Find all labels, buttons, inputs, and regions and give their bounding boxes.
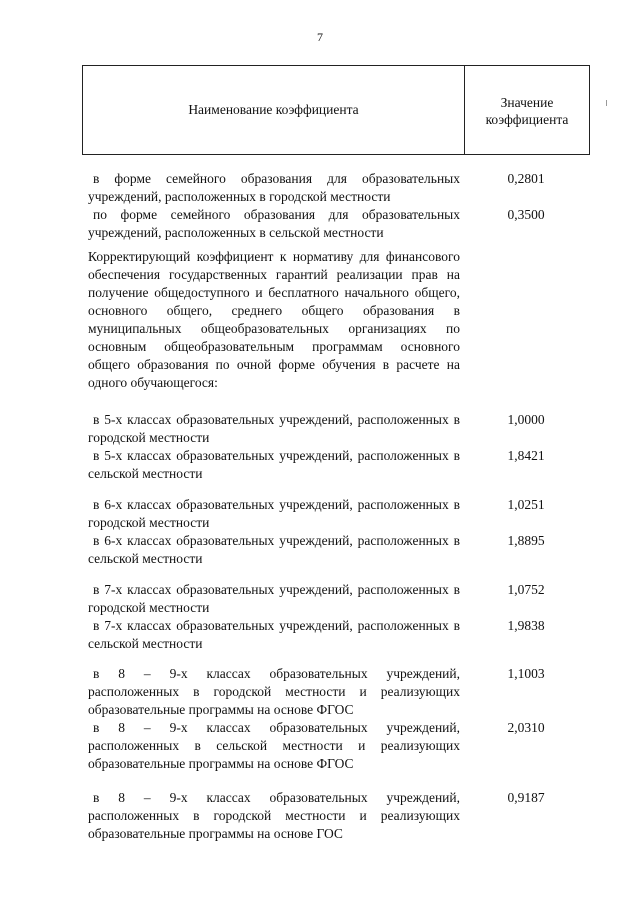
row-value: 1,9838	[507, 618, 545, 633]
corrective-coefficient-paragraph: Корректирующий коэффициент к нормативу для финансового обеспечения государственных гарантий реализации прав на получение общедоступного и бесплатного начального общего, основного общего, среднего общего образования в муниципальных общеобразовательных организациях по основным общеобразовательным программам основного общего образования по очной форме обучения в расчете на одного обучающегося:	[88, 249, 460, 390]
table-header	[82, 65, 590, 155]
page-number: 7	[317, 30, 323, 44]
row-value: 1,0251	[507, 497, 545, 512]
row-label: в 8 – 9-х классах образовательных учреждений, расположенных в сельской местности и реализующих образовательные программы на основе ФГОС	[88, 720, 460, 771]
row-value: 1,8895	[507, 533, 545, 548]
row-value: 1,0752	[507, 582, 545, 597]
row-label: по форме семейного образования для образовательных учреждений, расположенных в сельской местности	[88, 207, 460, 240]
row-value: 0,3500	[507, 207, 545, 222]
row-value: 0,9187	[507, 790, 545, 805]
row-label: в 8 – 9-х классах образовательных учреждений, расположенных в городской местности и реализующих образовательные программы на основе ГОС	[88, 790, 460, 841]
row-label: в 5-х классах образовательных учреждений, расположенных в городской местности	[88, 412, 460, 445]
row-value: 1,1003	[507, 666, 545, 681]
row-label: в 7-х классах образовательных учреждений, расположенных в городской местности	[88, 582, 460, 615]
row-label: в 6-х классах образовательных учреждений, расположенных в сельской местности	[88, 533, 460, 566]
header-coefficient-value: Значение коэффициента	[485, 95, 569, 127]
row-label: в 5-х классах образовательных учреждений, расположенных в сельской местности	[88, 448, 460, 481]
row-label: в 6-х классах образовательных учреждений, расположенных в городской местности	[88, 497, 460, 530]
row-value: 1,8421	[507, 448, 545, 463]
row-label: в форме семейного образования для образовательных учреждений, расположенных в городской местности	[88, 171, 460, 204]
margin-mark	[606, 100, 607, 106]
row-value: 1,0000	[507, 412, 545, 427]
row-label: в 7-х классах образовательных учреждений, расположенных в сельской местности	[88, 618, 460, 651]
header-coefficient-name: Наименование коэффициента	[83, 66, 465, 154]
row-value: 0,2801	[507, 171, 545, 186]
row-value: 2,0310	[507, 720, 545, 735]
row-label: в 8 – 9-х классах образовательных учреждений, расположенных в городской местности и реализующих образовательные программы на основе ФГОС	[88, 666, 460, 717]
